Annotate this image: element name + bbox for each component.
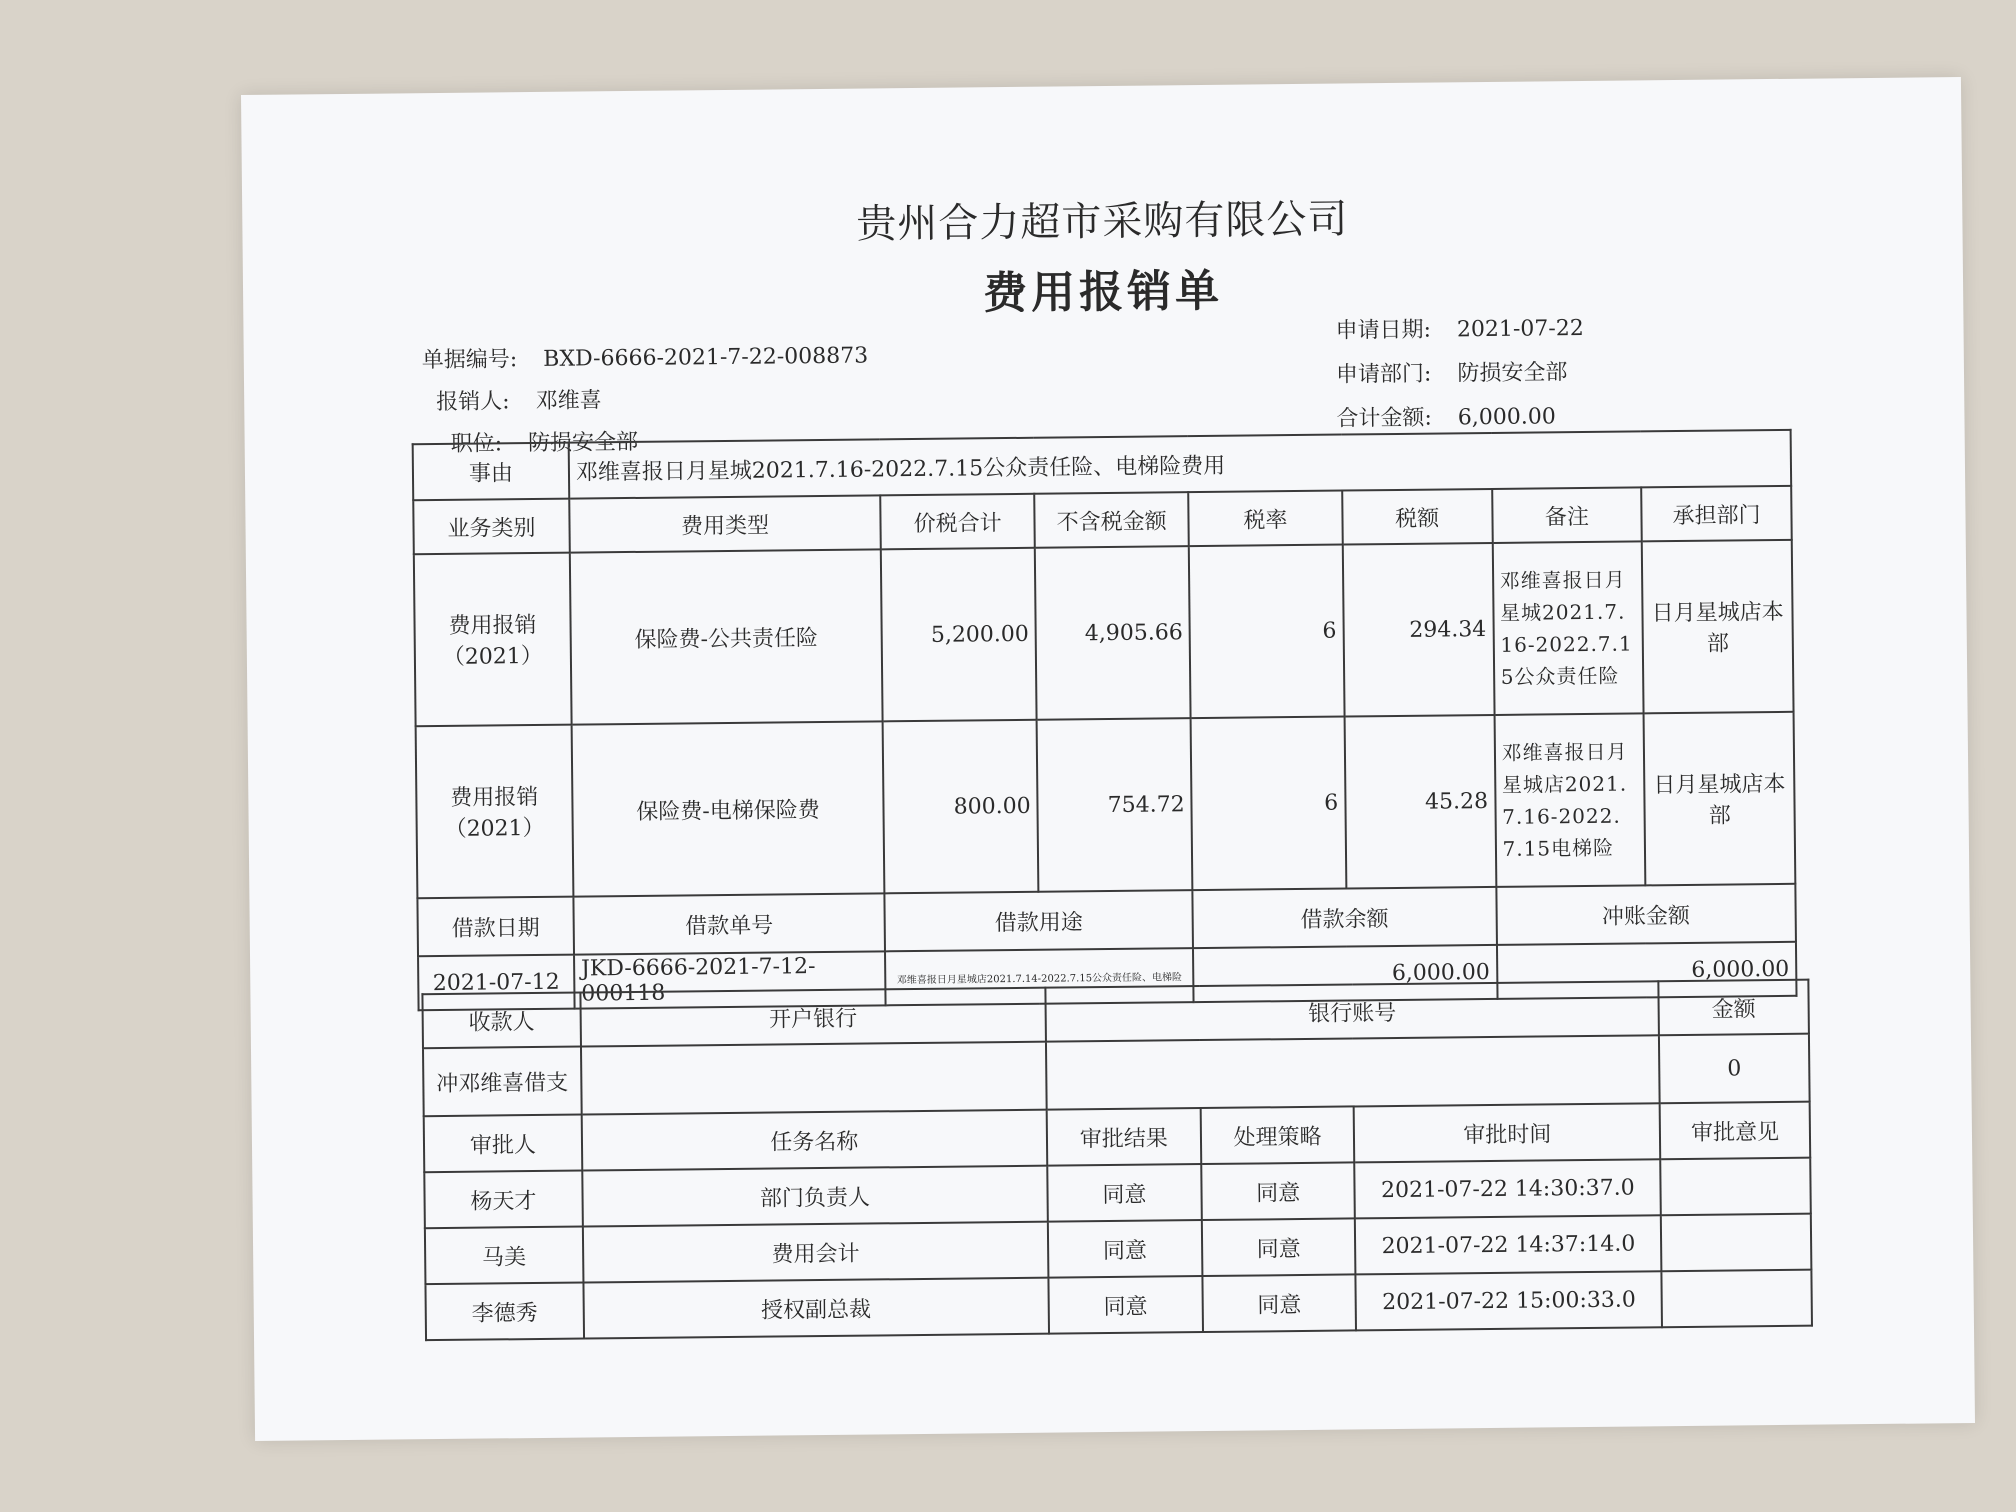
opinion-cell xyxy=(1660,1158,1810,1216)
net-cell: 754.72 xyxy=(1037,718,1193,892)
doc-number-field xyxy=(422,338,869,374)
result-cell: 同意 xyxy=(1048,1220,1202,1278)
col-header: 业务类别 xyxy=(413,499,569,555)
matter-value: 邓维喜报日月星城2021.7.16-2022.7.15公众责任险、电梯险费用 xyxy=(569,430,1792,499)
time-cell: 2021-07-22 14:37:14.0 xyxy=(1355,1215,1661,1274)
col-header: 承担部门 xyxy=(1641,486,1791,542)
total-amount-field xyxy=(1336,399,1556,432)
claimant-value: 邓维喜 xyxy=(535,388,602,414)
col-header: 冲账金额 xyxy=(1496,884,1796,945)
time-cell: 2021-07-22 14:30:37.0 xyxy=(1355,1159,1661,1218)
total-amount-value: 6,000.00 xyxy=(1457,404,1556,431)
col-header: 费用类型 xyxy=(569,495,881,552)
tax-cell: 45.28 xyxy=(1344,715,1496,889)
approval-table xyxy=(421,979,1813,1342)
apply-dept-field xyxy=(1336,355,1568,388)
col-header: 税率 xyxy=(1188,491,1342,547)
col-header: 借款日期 xyxy=(417,897,573,957)
net-cell: 4,905.66 xyxy=(1035,546,1191,720)
col-header: 税额 xyxy=(1342,489,1492,545)
task-cell: 授权副总裁 xyxy=(583,1278,1049,1339)
total-amount-label: 合计金额: xyxy=(1336,405,1433,432)
total-cell: 800.00 xyxy=(883,720,1039,894)
position-label: 职位: xyxy=(450,431,503,457)
col-header: 价税合计 xyxy=(880,494,1035,550)
loan-date-cell: 2021-07-12 xyxy=(418,955,574,1011)
strategy-cell: 同意 xyxy=(1202,1274,1356,1332)
col-header: 审批人 xyxy=(424,1115,582,1173)
col-header: 处理策略 xyxy=(1200,1106,1354,1164)
amount-cell: 0 xyxy=(1659,1034,1810,1104)
opinion-cell xyxy=(1662,1270,1812,1328)
bank-cell xyxy=(581,1042,1047,1115)
table-row xyxy=(414,540,1794,726)
claimant-field xyxy=(436,383,602,416)
claimant-label: 报销人: xyxy=(436,389,510,416)
type-cell: 保险费-公共责任险 xyxy=(570,549,883,724)
col-header: 借款余额 xyxy=(1193,887,1497,948)
form-title: 费用报销单 xyxy=(982,265,1224,320)
note-cell: 邓维喜报日月星城店2021.7.16-2022.7.15电梯险 xyxy=(1494,713,1645,887)
col-header: 任务名称 xyxy=(581,1110,1047,1171)
apply-date-label: 申请日期: xyxy=(1335,317,1432,344)
result-cell: 同意 xyxy=(1047,1164,1201,1222)
category-cell: 费用报销（2021） xyxy=(416,725,574,899)
strategy-cell: 同意 xyxy=(1202,1218,1356,1276)
table-row xyxy=(416,712,1796,898)
loan-offset-cell: 6,000.00 xyxy=(1497,942,1797,999)
opinion-cell xyxy=(1661,1214,1811,1272)
rate-cell: 6 xyxy=(1189,545,1344,719)
task-cell: 部门负责人 xyxy=(582,1166,1048,1227)
col-header: 审批意见 xyxy=(1660,1102,1810,1160)
col-header: 银行账号 xyxy=(1045,981,1659,1041)
approver-cell: 杨天才 xyxy=(424,1171,582,1229)
apply-date-value: 2021-07-22 xyxy=(1456,315,1584,343)
col-header: 借款用途 xyxy=(885,890,1194,951)
col-header: 收款人 xyxy=(422,993,580,1049)
company-name: 贵州合力超市采购有限公司 xyxy=(856,196,1349,248)
matter-label: 事由 xyxy=(413,443,569,501)
doc-number-label: 单据编号: xyxy=(421,347,518,374)
col-header: 审批时间 xyxy=(1354,1103,1660,1162)
col-header: 借款单号 xyxy=(573,893,885,954)
time-cell: 2021-07-22 15:00:33.0 xyxy=(1356,1271,1662,1330)
loan-purpose-cell: 邓维喜报日月星城店2021.7.14-2022.7.15公众责任险、电梯险 xyxy=(885,948,1194,1005)
approver-cell: 马美 xyxy=(425,1227,583,1285)
category-cell: 费用报销（2021） xyxy=(414,553,572,727)
apply-dept-label: 申请部门: xyxy=(1335,361,1432,388)
payee-cell: 冲邓维喜借支 xyxy=(423,1047,581,1117)
dept-cell: 日月星城店本部 xyxy=(1642,540,1794,714)
loan-balance-cell: 6,000.00 xyxy=(1193,945,1497,1002)
reimbursement-form-paper xyxy=(241,77,1975,1441)
doc-number-value: BXD-6666-2021-7-22-008873 xyxy=(543,343,869,372)
note-cell: 邓维喜报日月星城2021.7.16-2022.7.15公众责任险 xyxy=(1492,541,1643,715)
tax-cell: 294.34 xyxy=(1343,543,1495,717)
account-cell xyxy=(1046,1035,1660,1109)
expense-table xyxy=(412,429,1798,1011)
col-header: 备注 xyxy=(1492,487,1642,543)
loan-number-cell: JKD-6666-2021-7-12-000118 xyxy=(574,951,886,1008)
position-value: 防损安全部 xyxy=(527,429,639,457)
apply-dept-value: 防损安全部 xyxy=(1457,360,1568,387)
col-header: 不含税金额 xyxy=(1034,492,1189,548)
total-cell: 5,200.00 xyxy=(881,548,1037,722)
col-header: 金额 xyxy=(1659,980,1809,1036)
apply-date-field xyxy=(1335,311,1584,345)
dept-cell: 日月星城店本部 xyxy=(1644,712,1796,886)
type-cell: 保险费-电梯保险费 xyxy=(571,721,884,896)
result-cell: 同意 xyxy=(1048,1276,1202,1334)
rate-cell: 6 xyxy=(1191,717,1346,891)
task-cell: 费用会计 xyxy=(583,1222,1049,1283)
col-header: 开户银行 xyxy=(580,988,1046,1047)
col-header: 审批结果 xyxy=(1047,1108,1201,1166)
approver-cell: 李德秀 xyxy=(425,1283,583,1341)
strategy-cell: 同意 xyxy=(1201,1162,1355,1220)
